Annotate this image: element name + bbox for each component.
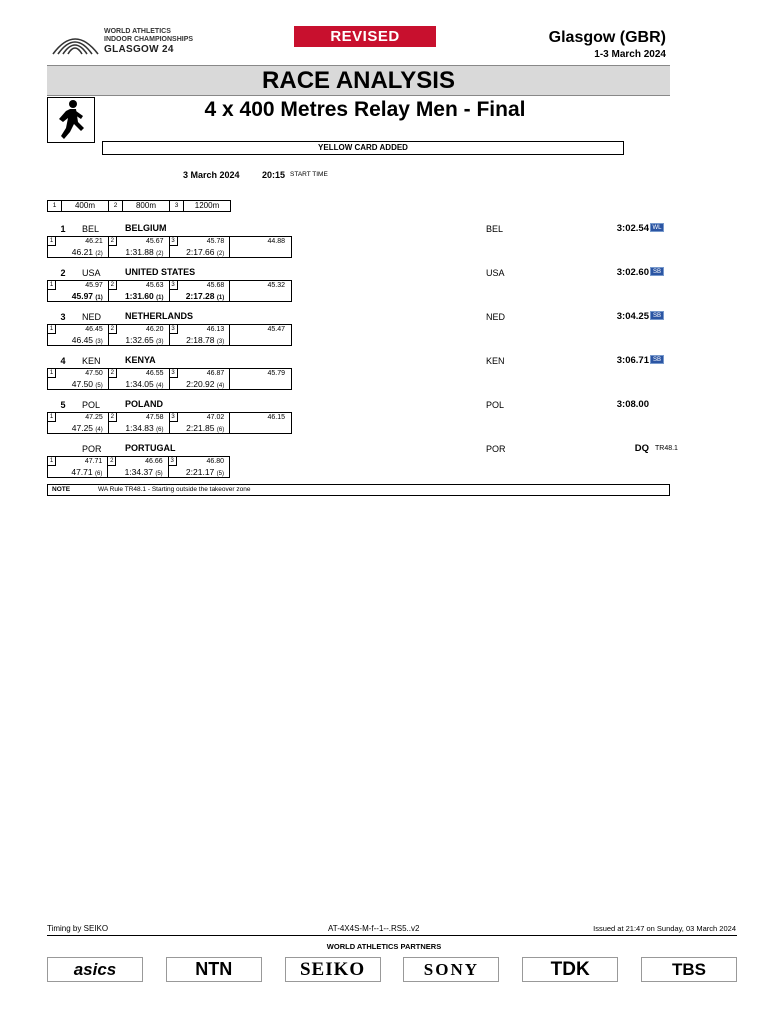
leg-time: 46.55: [145, 370, 164, 377]
cumulative-time: 2:18.78 (3): [186, 335, 225, 345]
split-times: [47, 456, 230, 478]
timing-credit: Timing by SEIKO: [47, 924, 109, 933]
team-result: 3:06.71: [616, 355, 649, 366]
split-number: 3: [170, 237, 178, 246]
cumulative-time: 46.45 (3): [71, 335, 103, 345]
final-leg-time: 45.32: [267, 282, 285, 289]
split-number: 1: [48, 237, 56, 246]
split-cell: [109, 369, 170, 389]
record-badge: SB: [650, 311, 664, 320]
split-rank: (3): [216, 339, 225, 345]
cumulative-time: 47.50 (5): [71, 379, 103, 389]
split-cell: [48, 369, 109, 389]
team-code: BEL: [82, 224, 100, 234]
team-rank: 5: [60, 400, 66, 410]
split-cell: [48, 413, 109, 433]
team-nat: USA: [486, 268, 505, 278]
split-cell: [170, 325, 231, 345]
split-rank: (1): [156, 295, 164, 301]
team-name: NETHERLANDS: [125, 311, 194, 321]
cumulative-time: 2:20.92 (4): [186, 379, 225, 389]
split-times: [47, 280, 292, 302]
split-number: 2: [109, 369, 117, 378]
team-code: POR: [82, 444, 102, 454]
legend-item: 2 800m: [109, 201, 170, 211]
cumulative-time: 2:17.66 (2): [186, 247, 225, 257]
team-result: 3:04.25: [616, 311, 649, 322]
cumulative-time: 1:31.88 (2): [125, 247, 164, 257]
team-nat: BEL: [486, 224, 504, 234]
team-result: 3:02.54: [616, 223, 649, 234]
team-code: USA: [82, 268, 101, 278]
partners-label: WORLD ATHLETICS PARTNERS: [326, 942, 442, 951]
sponsor-logo-seiko: SEIKO: [285, 957, 381, 982]
note-box: [47, 484, 670, 496]
split-number: 1: [48, 413, 56, 422]
split-cell: [109, 413, 170, 433]
record-badge: SB: [650, 267, 664, 276]
split-rank: (6): [216, 427, 225, 433]
split-cell: [48, 325, 109, 345]
split-cell-final-leg: [230, 237, 291, 257]
team-nat: POR: [486, 444, 506, 454]
revised-banner: REVISED: [294, 26, 436, 47]
runner-pictogram: [47, 97, 95, 143]
team-name: BELGIUM: [125, 223, 167, 233]
split-number: 2: [109, 413, 117, 422]
team-result: 3:08.00: [616, 399, 649, 410]
team-rank: 3: [60, 312, 66, 322]
sponsor-logo-sony: SONY: [403, 957, 499, 982]
team-name: UNITED STATES: [125, 267, 196, 277]
split-rank: (4): [95, 427, 103, 433]
split-cell-final-leg: [230, 325, 291, 345]
footer-divider: [47, 935, 737, 936]
team-code: NED: [82, 312, 102, 322]
leg-time: 47.58: [145, 414, 164, 421]
runner-icon: [48, 98, 94, 142]
split-times: [47, 236, 292, 258]
cumulative-time: 2:21.17 (5): [185, 467, 225, 477]
leg-time: 46.87: [206, 370, 225, 377]
note-text: WA Rule TR48.1 - Starting outside the takeover zone: [98, 486, 251, 493]
leg-time: 45.68: [206, 282, 225, 289]
race-date: 3 March 2024: [183, 170, 240, 180]
team-rank: 2: [60, 268, 66, 278]
team-rank: 1: [60, 224, 66, 234]
split-number: 2: [109, 281, 117, 290]
leg-time: 46.13: [206, 326, 225, 333]
split-rank: (4): [156, 383, 164, 389]
leg-time: 46.80: [206, 458, 225, 465]
split-rank: (1): [216, 295, 225, 301]
split-number: 2: [108, 457, 116, 466]
team-name: KENYA: [125, 355, 156, 365]
leg-time: 47.02: [206, 414, 225, 421]
split-cell-final-leg: [230, 413, 291, 433]
split-number: 2: [109, 237, 117, 246]
split-cell: [109, 281, 170, 301]
leg-time: 46.21: [85, 238, 103, 245]
notice-box: YELLOW CARD ADDED: [102, 141, 624, 155]
start-time-label: START TIME: [290, 171, 328, 178]
split-rank: (5): [216, 471, 225, 477]
leg-time: 45.78: [206, 238, 225, 245]
split-rank: (3): [156, 339, 164, 345]
document-code: AT-4X4S-M-f--1--.RS5..v2: [328, 924, 420, 933]
split-number: 2: [109, 325, 117, 334]
team-rank: 4: [60, 356, 66, 366]
split-cell-final-leg: [230, 369, 291, 389]
split-number: 3: [170, 413, 178, 422]
team-code: KEN: [82, 356, 101, 366]
split-cell: [170, 369, 231, 389]
cumulative-time: 2:21.85 (6): [186, 423, 225, 433]
cumulative-time: 1:31.60 (1): [124, 291, 164, 301]
split-legend: [47, 200, 231, 212]
split-rank: (1): [95, 295, 103, 301]
cumulative-time: 45.97 (1): [71, 291, 103, 301]
split-times: [47, 412, 292, 434]
split-cell-final-leg: [230, 281, 291, 301]
venue: Glasgow (GBR): [548, 29, 666, 46]
split-number: 3: [170, 325, 178, 334]
sponsor-strip: [47, 957, 737, 982]
leg-time: 45.67: [145, 238, 164, 245]
split-cell: [48, 237, 109, 257]
split-rank: (4): [216, 383, 225, 389]
report-title: RACE ANALYSIS: [47, 65, 670, 96]
sponsor-logo-asics: asics: [47, 957, 143, 982]
sponsor-logo-tdk: TDK: [522, 957, 618, 982]
split-rank: (2): [95, 251, 103, 257]
split-cell: [109, 237, 170, 257]
record-badge: WL: [650, 223, 664, 232]
logo-wordmark: WORLD ATHLETICS INDOOR CHAMPIONSHIPS GLASGOW 24: [104, 28, 194, 55]
legend-item: 3 1200m: [170, 201, 230, 211]
split-cell: [170, 281, 231, 301]
leg-time: 46.20: [145, 326, 164, 333]
team-name: POLAND: [125, 399, 163, 409]
split-cell: [108, 457, 168, 477]
team-nat: POL: [486, 400, 505, 410]
record-badge: SB: [650, 355, 664, 364]
team-nat: NED: [486, 312, 506, 322]
split-number: 3: [170, 369, 178, 378]
final-leg-time: 45.79: [267, 370, 285, 377]
team-nat: KEN: [486, 356, 505, 366]
note-label: NOTE: [52, 486, 71, 493]
split-cell: [109, 325, 170, 345]
team-result: DQ: [634, 443, 649, 454]
split-cell: [169, 457, 229, 477]
split-rank: (5): [155, 471, 163, 477]
team-result: 3:02.60: [616, 267, 649, 278]
legend-item: 1 400m: [48, 201, 109, 211]
split-rank: (3): [95, 339, 103, 345]
leg-time: 47.25: [85, 414, 103, 421]
final-leg-time: 46.15: [267, 414, 285, 421]
cumulative-time: 1:34.05 (4): [125, 379, 164, 389]
split-times: [47, 368, 292, 390]
issued-timestamp: Issued at 21:47 on Sunday, 03 March 2024: [593, 924, 736, 933]
cumulative-time: 47.71 (6): [71, 467, 103, 477]
leg-time: 45.63: [145, 282, 164, 289]
split-number: 3: [169, 457, 177, 466]
split-rank: (6): [95, 471, 103, 477]
split-cell: [48, 281, 109, 301]
split-cell: [48, 457, 108, 477]
split-times: [47, 324, 292, 346]
split-number: 1: [48, 325, 56, 334]
sponsor-logo-tbs: TBS: [641, 957, 737, 982]
split-rank: (6): [156, 427, 164, 433]
team-name: PORTUGAL: [125, 443, 176, 453]
cumulative-time: 47.25 (4): [71, 423, 103, 433]
sponsor-logo-ntn: NTN: [166, 957, 262, 982]
cumulative-time: 2:17.28 (1): [185, 291, 225, 301]
event-title: 4 x 400 Metres Relay Men - Final: [204, 98, 526, 121]
cumulative-time: 46.21 (2): [71, 247, 103, 257]
start-time: 20:15: [262, 170, 286, 180]
split-number: 1: [48, 281, 56, 290]
dq-reason: TR48.1: [655, 445, 678, 452]
leg-time: 47.71: [84, 458, 103, 465]
leg-time: 46.45: [85, 326, 103, 333]
event-dates: 1-3 March 2024: [594, 49, 666, 60]
split-rank: (2): [156, 251, 164, 257]
leg-time: 45.97: [85, 282, 103, 289]
cumulative-time: 1:34.83 (6): [125, 423, 164, 433]
split-number: 1: [48, 369, 56, 378]
leg-time: 46.66: [145, 458, 163, 465]
final-leg-time: 45.47: [267, 326, 285, 333]
final-leg-time: 44.88: [267, 238, 285, 245]
team-code: POL: [82, 400, 101, 410]
split-rank: (5): [95, 383, 103, 389]
cumulative-time: 1:32.65 (3): [125, 335, 164, 345]
split-cell: [170, 413, 231, 433]
split-number: 1: [48, 457, 56, 466]
cumulative-time: 1:34.37 (5): [124, 467, 163, 477]
leg-time: 47.50: [85, 370, 103, 377]
split-rank: (2): [216, 251, 225, 257]
split-cell: [170, 237, 231, 257]
split-number: 3: [170, 281, 178, 290]
